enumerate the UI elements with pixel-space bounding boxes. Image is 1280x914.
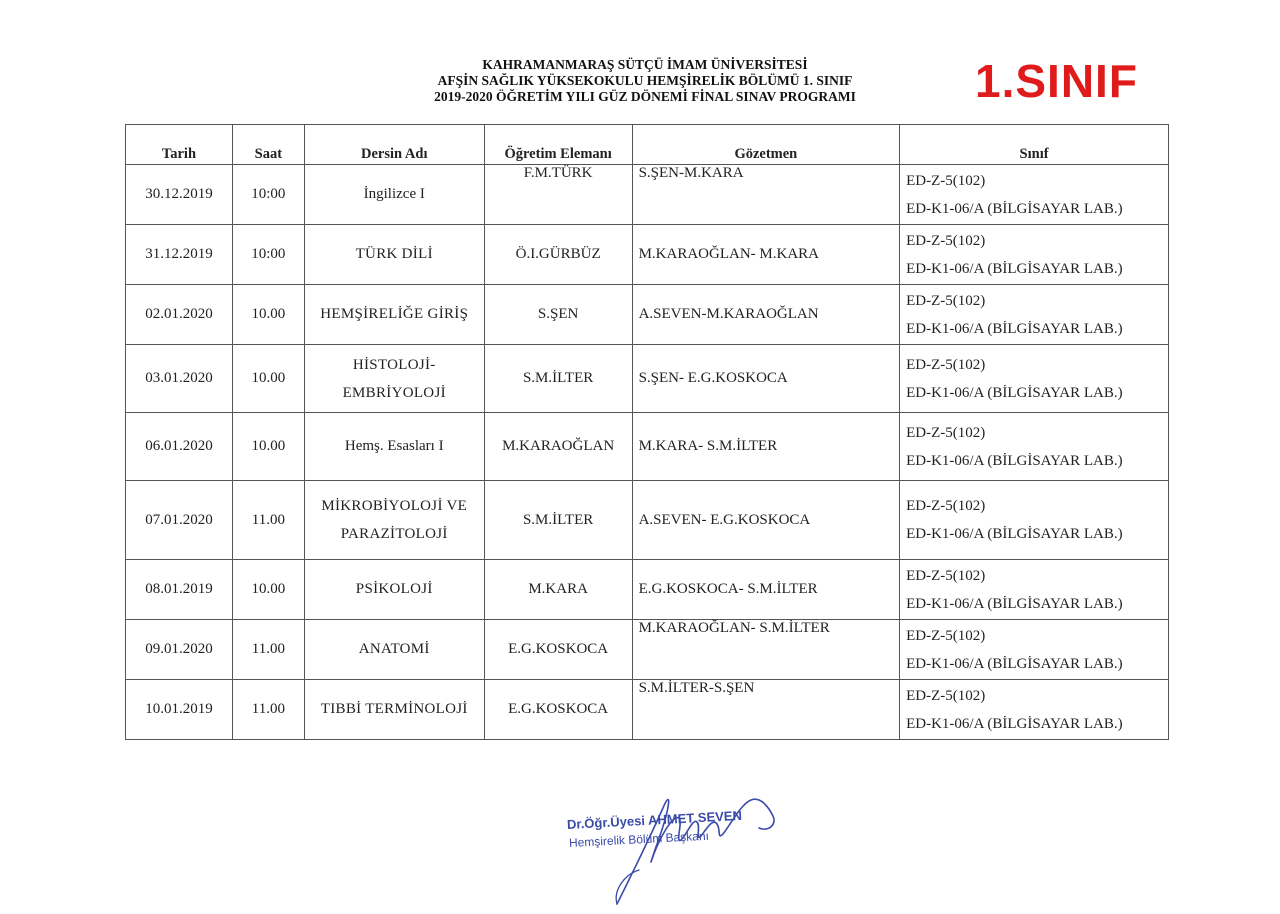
course-line: MİKROBİYOLOJİ VE (321, 498, 468, 514)
cell-room (900, 285, 1169, 345)
cell-date: 09.01.2020 (126, 620, 233, 680)
column-header-time: Saat (232, 125, 304, 165)
cell-instructor: S.ŞEN (484, 285, 632, 345)
room-primary: ED-Z-5(102) (906, 567, 986, 584)
room-primary: ED-Z-5(102) (906, 356, 986, 373)
cell-time: 10.00 (232, 413, 304, 481)
table-row (126, 413, 1169, 481)
cell-course: TÜRK DİLİ (304, 225, 484, 285)
room-secondary: ED-K1-06/A (BİLGİSAYAR LAB.) (906, 320, 1123, 337)
cell-room (900, 165, 1169, 225)
course-line: HİSTOLOJİ- (352, 356, 436, 373)
heading-department: AFŞİN SAĞLIK YÜKSEKOKULU HEMŞİRELİK BÖLÜMÜ 1. SINIF (437, 73, 853, 88)
cell-room (900, 345, 1169, 413)
cell-course: Hemş. Esasları I (304, 413, 484, 481)
room-secondary: ED-K1-06/A (BİLGİSAYAR LAB.) (906, 655, 1123, 672)
cell-time: 10.00 (232, 285, 304, 345)
cell-instructor: S.M.İLTER (484, 481, 632, 560)
table-row (126, 345, 1169, 413)
column-header-instructor: Öğretim Elemanı (484, 125, 632, 165)
room-primary: ED-Z-5(102) (906, 687, 986, 704)
cell-course: İngilizce I (304, 165, 484, 225)
column-header-proctor: Gözetmen (632, 125, 900, 165)
cell-time: 11.00 (232, 481, 304, 560)
cell-proctor: M.KARAOĞLAN- M.KARA (632, 225, 900, 285)
cell-course (304, 345, 484, 413)
cell-proctor: A.SEVEN-M.KARAOĞLAN (632, 285, 900, 345)
room-secondary: ED-K1-06/A (BİLGİSAYAR LAB.) (906, 200, 1123, 217)
table-row (126, 481, 1169, 560)
exam-schedule-table (125, 124, 1169, 740)
cell-course: HEMŞİRELİĞE GİRİŞ (304, 285, 484, 345)
signature-title: Hemşirelik Bölüm Başkanı (568, 828, 710, 850)
cell-time: 10.00 (232, 345, 304, 413)
cell-date: 31.12.2019 (126, 225, 233, 285)
cell-proctor: S.ŞEN- E.G.KOSKOCA (632, 345, 900, 413)
cell-date: 10.01.2019 (126, 680, 233, 740)
room-primary: ED-Z-5(102) (906, 424, 986, 441)
cell-instructor: M.KARAOĞLAN (484, 413, 632, 481)
cell-room (900, 481, 1169, 560)
room-secondary: ED-K1-06/A (BİLGİSAYAR LAB.) (906, 715, 1123, 732)
cell-proctor: S.M.İLTER-S.ŞEN (632, 680, 900, 740)
heading-university: KAHRAMANMARAŞ SÜTÇÜ İMAM ÜNİVERSİTESİ (482, 57, 808, 72)
room-primary: ED-Z-5(102) (906, 232, 986, 249)
cell-proctor: M.KARA- S.M.İLTER (632, 413, 900, 481)
cell-time: 10:00 (232, 225, 304, 285)
table-row (126, 225, 1169, 285)
cell-instructor: E.G.KOSKOCA (484, 680, 632, 740)
cell-course: TIBBİ TERMİNOLOJİ (304, 680, 484, 740)
cell-course (304, 481, 484, 560)
cell-time: 11.00 (232, 620, 304, 680)
table-row (126, 560, 1169, 620)
room-secondary: ED-K1-06/A (BİLGİSAYAR LAB.) (906, 260, 1123, 277)
cell-instructor: E.G.KOSKOCA (484, 620, 632, 680)
room-secondary: ED-K1-06/A (BİLGİSAYAR LAB.) (906, 452, 1123, 469)
cell-course: ANATOMİ (304, 620, 484, 680)
room-secondary: ED-K1-06/A (BİLGİSAYAR LAB.) (906, 595, 1123, 612)
cell-instructor: F.M.TÜRK (484, 165, 632, 225)
signature-name: Dr.Öğr.Üyesi AHMET SEVEN (566, 807, 743, 832)
cell-instructor: Ö.I.GÜRBÜZ (484, 225, 632, 285)
cell-course: PSİKOLOJİ (304, 560, 484, 620)
heading-program: 2019-2020 ÖĞRETİM YILI GÜZ DÖNEMİ FİNAL SINAV PROGRAMI (434, 89, 856, 104)
cell-room (900, 413, 1169, 481)
cell-proctor: S.ŞEN-M.KARA (632, 165, 900, 225)
room-primary: ED-Z-5(102) (906, 292, 986, 309)
table-row (126, 680, 1169, 740)
column-header-date: Tarih (126, 125, 233, 165)
column-header-course: Dersin Adı (304, 125, 484, 165)
table-header-row (126, 125, 1169, 165)
column-header-room: Sınıf (900, 125, 1169, 165)
room-primary: ED-Z-5(102) (906, 172, 986, 189)
cell-time: 10.00 (232, 560, 304, 620)
room-secondary: ED-K1-06/A (BİLGİSAYAR LAB.) (906, 384, 1123, 401)
cell-time: 10:00 (232, 165, 304, 225)
cell-room (900, 560, 1169, 620)
cell-time: 11.00 (232, 680, 304, 740)
course-line: PARAZİTOLOJİ (340, 526, 448, 542)
room-secondary: ED-K1-06/A (BİLGİSAYAR LAB.) (906, 526, 1123, 542)
table-row (126, 165, 1169, 225)
cell-date: 07.01.2020 (126, 481, 233, 560)
class-label: 1.SINIF (975, 55, 1138, 107)
cell-proctor: M.KARAOĞLAN- S.M.İLTER (632, 620, 900, 680)
cell-proctor: E.G.KOSKOCA- S.M.İLTER (632, 560, 900, 620)
course-line: EMBRİYOLOJİ (342, 384, 446, 401)
room-primary: ED-Z-5(102) (906, 627, 986, 644)
cell-date: 06.01.2020 (126, 413, 233, 481)
cell-proctor: A.SEVEN- E.G.KOSKOCA (632, 481, 900, 560)
cell-room (900, 225, 1169, 285)
table-row (126, 620, 1169, 680)
cell-date: 30.12.2019 (126, 165, 233, 225)
cell-instructor: S.M.İLTER (484, 345, 632, 413)
cell-instructor: M.KARA (484, 560, 632, 620)
cell-room (900, 680, 1169, 740)
table-row (126, 285, 1169, 345)
document-heading (300, 57, 990, 105)
cell-room (900, 620, 1169, 680)
cell-date: 08.01.2019 (126, 560, 233, 620)
cell-date: 03.01.2020 (126, 345, 233, 413)
cell-date: 02.01.2020 (126, 285, 233, 345)
room-primary: ED-Z-5(102) (906, 498, 986, 514)
